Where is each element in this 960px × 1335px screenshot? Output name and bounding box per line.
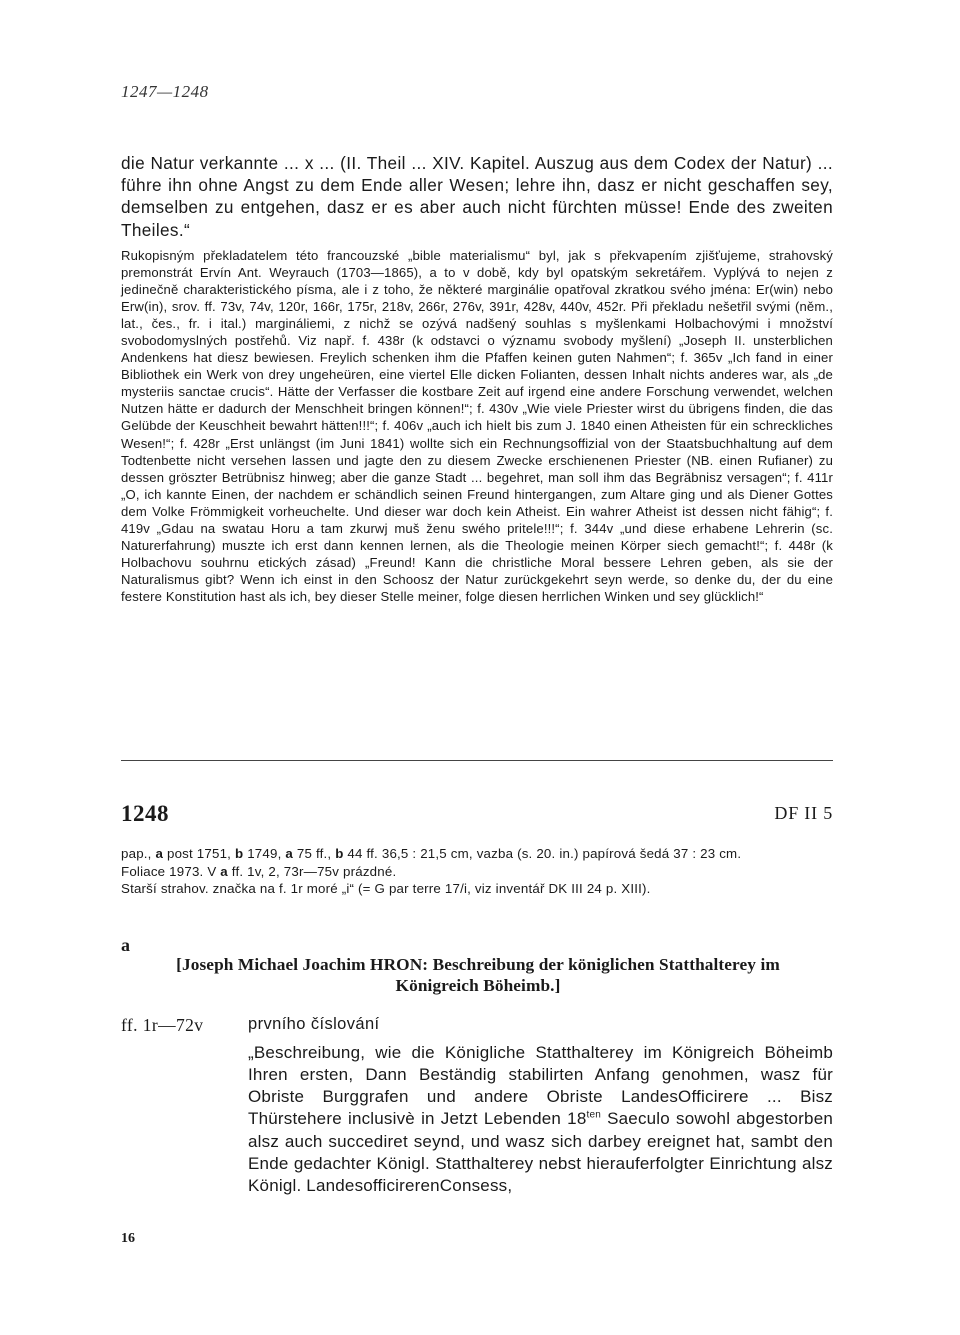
folio-note: prvního číslování	[248, 1015, 380, 1033]
older-shelfmark-note: Starší strahov. značka na f. 1r moré „i“ (= G par terre 17/i, viz inventář DK III 24 p. XIII).	[121, 881, 651, 897]
page-number: 16	[121, 1231, 135, 1246]
physical-description: pap., a post 1751, b 1749, a 75 ff., b 44 ff. 36,5 : 21,5 cm, vazba (s. 20. in.) papírová šedá 37 : 23 cm.	[121, 846, 742, 861]
work-title: [Joseph Michael Joachim HRON: Beschreibung der königlichen Statthalterey im Königreich Böheimb.]	[176, 955, 780, 995]
entry-number: 1248	[121, 801, 169, 826]
part-a-marker: a	[220, 863, 228, 879]
section-divider	[121, 760, 833, 761]
folio-range: ff. 1r—72v	[121, 1015, 204, 1035]
editorial-note	[121, 247, 833, 605]
editorial-note-text: Rukopisným překladatelem této francouzské „bible materialismu“ byl, jak s překvapením zjišťujeme, strahovský premonstrát Ervín Ant. Weyrauch (1703—1865), a to v době, kdy byl opatským sekretářem. Vyplývá to nejen z jedinečně charakteristického písma, ale i z toho, že některé marginálie opatřoval zkratkou svého jména: Er(win) nebo Erw(in), srov. ff. 73v, 74v, 120r, 166r, 175r, 218v, 266r, 276v, 391r, 428v, 440v, 452r. Při překladu nešetřil svými (něm., lat., čes., fr. i ital.) margináliemi, z nichž se ozývá nadšený souhlas s myšlenkami Holbachovými i množství svobodomyslných postřehů. Viz např. f. 438r (k odstavci o významu svobody myšlení) „Joseph II. unsterblichen Andenkens hat diesz bewiesen. Freylich schenken ihm die Pfaffen keinen guten Nahmen“; f. 365v „Ich fand in einer Bibliothek ein Werk von drey ungeheüren, eine viertel Elle dicken Folianten, dessen Inhalt nichts anderes war, als „de mysteriis sanctae crucis“. Hätte der Verfasser die kostbare Zeit auf irgend eine andere Forschung verwendet, welchen Nutzen hätte er dadurch der Menschheit bringen können!“; f. 430v „Wie viele Priester wirst du übrigens finden, die das Gelübde der Keuschheit bewahrt hätten!!!“; f. 406v „auch ich hielt bis zum J. 1840 einen Atheisten für ein schreckliches Wesen!“; f. 428r „Erst unlängst (im Juni 1841) wollte sich ein Rechnungsoffizial von der Staatsbuchhaltung auf dem Todtenbette nicht versehen lassen und jagte den zu diesem Zwecke erschienenen Priester (NB. einen Rufianer) zu dessen gröszter Betrübnisz hinweg; aber die ganze Stadt ... begehret, man soll ihm das Begräbnisz versagen“; f. 411r „O, ich kannte Einen, der nachdem er schändlich seinen Freund hintergangen, zum Altare ging und als Diener Gottes dem Volke Frömmigkeit vorheuchelte. Und dieser war doch kein Atheist. Ein wahrer Atheist ist dessen nicht fähig“; f. 419v „Gdau na swatau Horu a tam zkurwj muš ženu swého pritele!!!“; f. 344v „und diese erhabene Lehrerin (sc. Naturerfahrung) muszte ich erst dann kennen lernen, als die Theologie meinen Körper siech gemacht!“; f. 448r (k Holbachovu souhrnu etických zásad) „Freund! Kann die christliche Moral bessere Lehren geben, als sie der Naturalismus gibt? Wenn ich einst in den Schoosz der Natur zurückgekehrt seyn werde, so denke du, der du eine festere Konstitution hast als ich, bey dieser Stelle meiner, folge diesen herrlichen Winken und sey glücklich!“	[121, 248, 833, 604]
superscript-ten: ten	[586, 1109, 601, 1121]
part-a-marker: a	[285, 846, 293, 861]
part-a-marker: a	[155, 846, 164, 861]
shelf-signature: DF II 5	[774, 803, 833, 823]
running-head: 1247—1248	[121, 82, 209, 101]
intro-paragraph	[121, 152, 833, 241]
part-b-marker: b	[234, 846, 244, 861]
foliation-note: Foliace 1973. V a ff. 1v, 2, 73r—75v prázdné.	[121, 863, 397, 879]
part-b-marker: b	[335, 846, 344, 861]
incipit-text: „Beschreibung, wie die Königliche Statthalterey im Königreich Böheimb Ihren ersten, Dann Beständig stabilirten Anfang genohmen, wasz für Obriste Burggrafen und andere Obriste LandesOfficirere ... Bisz Thürstehere inclusivè in Jetzt Lebenden $18^{ten}$ Saeculo sowohl abgestorben alsz auch succediret seynd, und wasz sich darbey ereignet hat, sambt den Ende gedachter Königl. Statthalterey nebst hierauferfolgter Einrichtung alsz Königl. LandesofficirerenConsess,	[248, 1043, 833, 1195]
part-letter: a	[121, 935, 130, 955]
codicological-description	[121, 845, 833, 898]
incipit	[248, 1042, 833, 1197]
intro-text: die Natur verkannte ... x ... (II. Theil ... XIV. Kapitel. Auszug aus dem Codex der Natur) ... führe ihn ohne Angst zu dem Ende aller Wesen; lehre ihn, dasz er nicht geschaffen sey, demselben zu entgehen, dasz er es aber auch nicht fürchten müsse! Ende des zweiten Theiles.“	[121, 153, 833, 240]
